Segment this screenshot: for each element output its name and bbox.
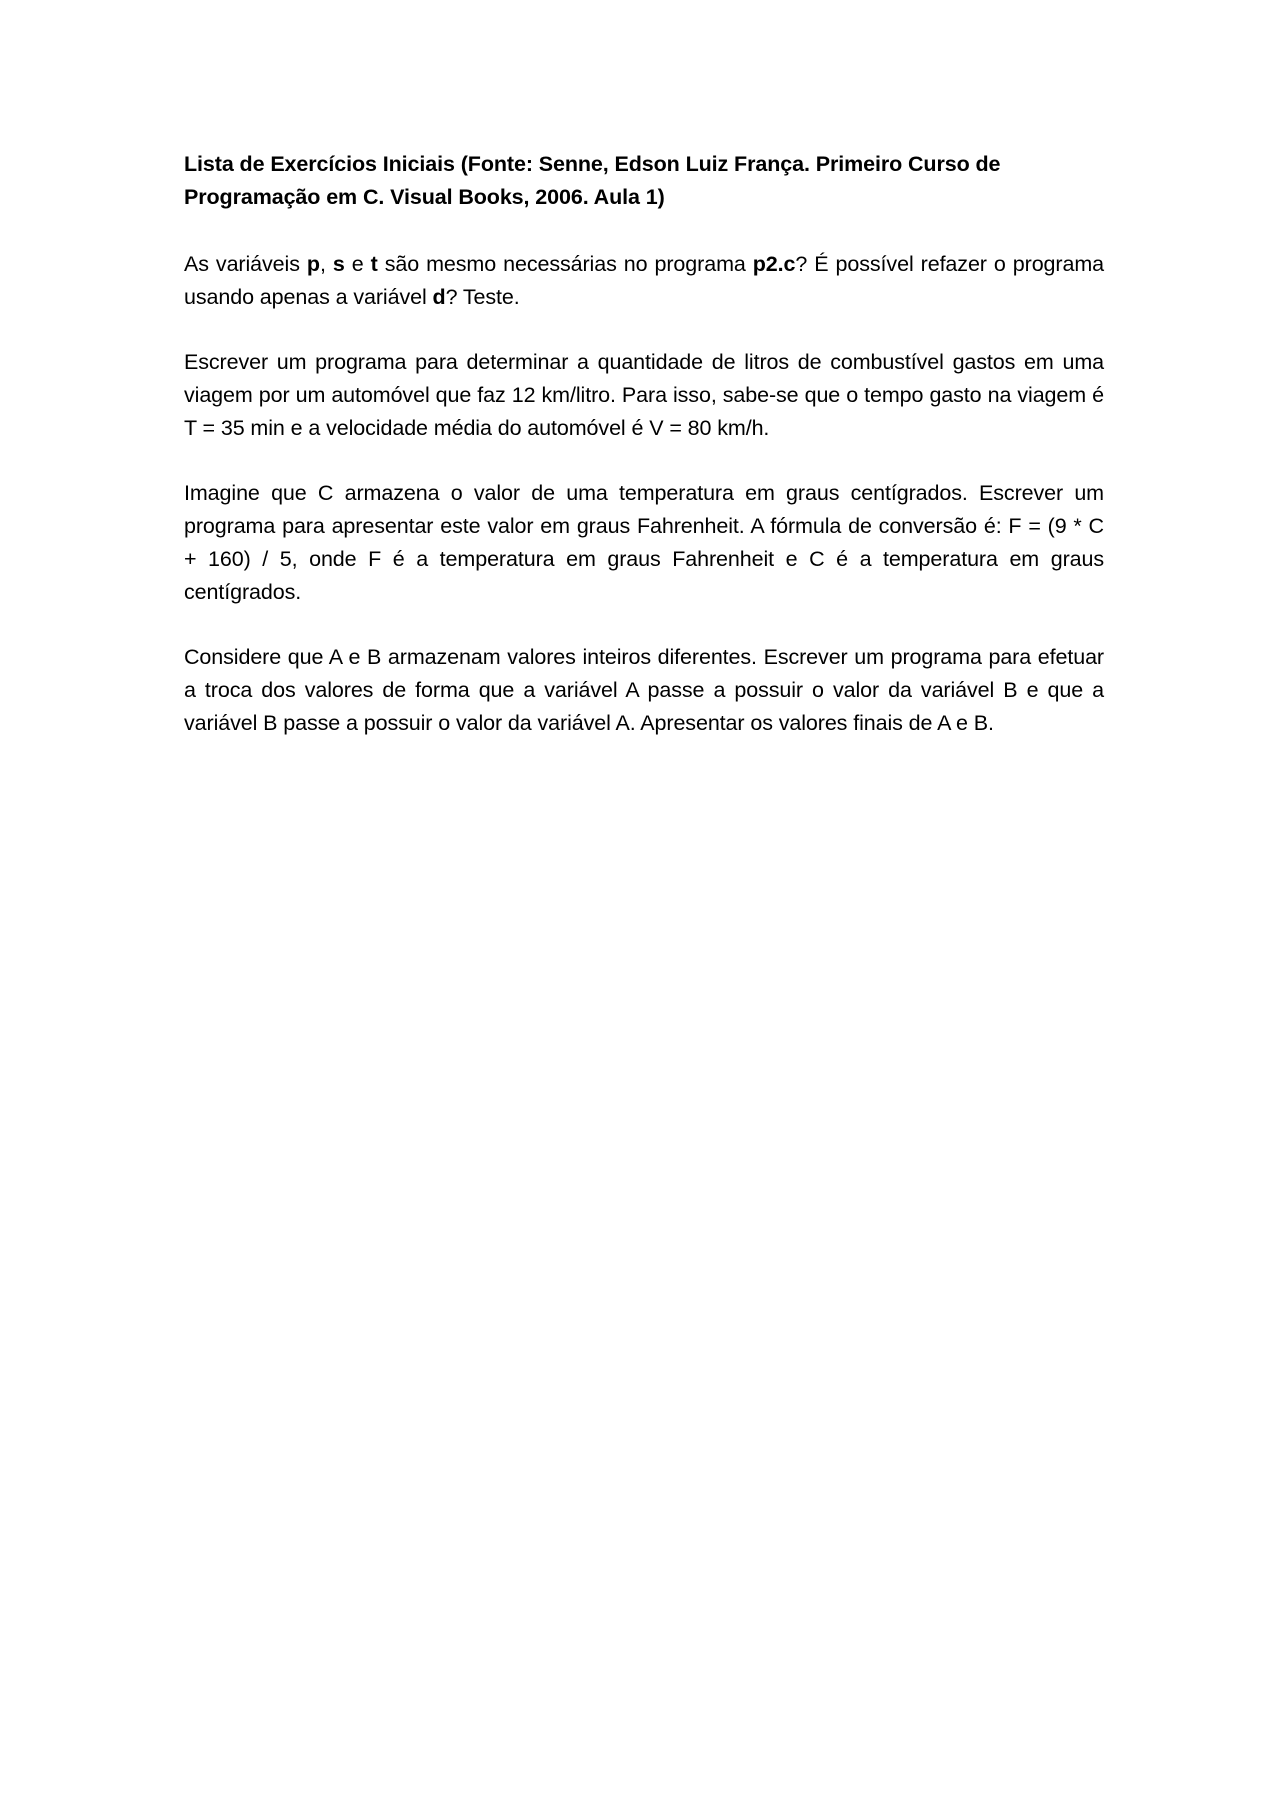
- exercise-1-text-2: ,: [319, 252, 333, 276]
- program-name: p2.c: [752, 252, 796, 276]
- document-body: [184, 148, 1104, 740]
- exercise-3: Imagine que C armazena o valor de uma temperatura em graus centígrados. Escrever um programa para apresentar este valor em graus Fahrenheit. A fórmula de conversão é: F = (9 * C + 160) / 5, onde F é a temperatura em graus Fahrenheit e C é a temperatura em graus centígrados.: [184, 481, 1104, 604]
- exercise-1-text-3: e: [344, 252, 371, 276]
- exercise-1-text-6: ? Teste.: [445, 285, 520, 309]
- exercise-1-text-5: ? É possível refazer o programa usando apenas a variável: [184, 252, 1104, 309]
- exercise-4: Considere que A e B armazenam valores inteiros diferentes. Escrever um programa para efetuar a troca dos valores de forma que a variável A passe a possuir o valor da variável B e que a variável B passe a possuir o valor da variável A. Apresentar os valores finais de A e B.: [184, 645, 1104, 735]
- exercise-2: Escrever um programa para determinar a quantidade de litros de combustível gastos em uma viagem por um automóvel que faz 12 km/litro. Para isso, sabe-se que o tempo gasto na viagem é T = 35 min e a velocidade média do automóvel é V = 80 km/h.: [184, 350, 1104, 440]
- document-title: Lista de Exercícios Iniciais (Fonte: Senne, Edson Luiz França. Primeiro Curso de Programação em C. Visual Books, 2006. Aula 1): [184, 152, 1001, 209]
- variable-t: t: [370, 252, 378, 276]
- variable-d: d: [432, 285, 446, 309]
- variable-p: p: [306, 252, 320, 276]
- exercise-1-text-1: As variáveis: [184, 252, 307, 276]
- exercise-1-text-4: são mesmo necessárias no programa: [377, 252, 753, 276]
- variable-s: s: [332, 252, 345, 276]
- exercise-1: [184, 248, 1104, 314]
